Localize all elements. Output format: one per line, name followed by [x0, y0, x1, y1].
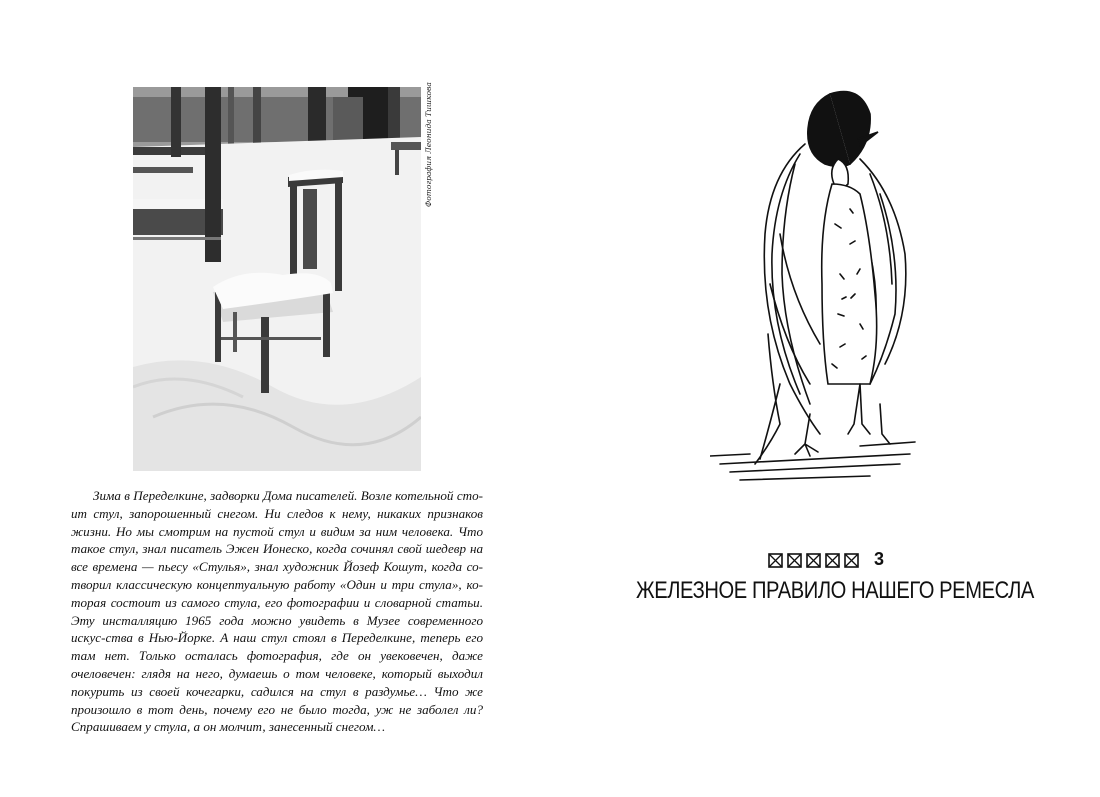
snow-chair-photo [133, 87, 421, 471]
photo-caption-text: Зима в Переделкине, задворки Дома писателей. Возле котельной сто-ит стул, запорошенный снегом. Ни следов к нему, никаких признаков жизни. Но мы смотрим на пустой стул и видим за ним человека. Что такое стул, знал писатель Эжен Ионеско, когда сочинял свой шедевр на все времена — пьесу «Стулья», знал художник Йозеф Кошут, когда со-творил классическую концептуальную работу «Один и три стула», ко-торая состоит из самого стула, его фотографии и словарной статьи. Эту инсталляцию 1965 года можно увидеть в Музее современного искус-ства в Нью-Йорке. А наш стул стоял в Переделкине, теперь его там нет. Только осталась фотография, где он увековечен, даже очеловечен: глядя на него, думаешь о том человеке, который выходил покурить из своей кочегарки, садился на стул в раздумье… Что же произошло в тот день, почему его не было тогда, уж не заболел ли? Спрашиваем у стула, а он молчит, занесенный снегом… [71, 488, 483, 735]
crossed-box-icon [806, 553, 821, 568]
crossed-box-icon [787, 553, 802, 568]
chapter-heading [600, 549, 1050, 573]
crossed-box-icon [825, 553, 840, 568]
chapter-boxes [766, 550, 861, 569]
chapter-number: 3 [874, 549, 885, 569]
ink-illustration [710, 84, 920, 496]
bird-embracing-woman-drawing [710, 84, 920, 496]
crossed-box-icon [768, 553, 783, 568]
photo-credit: Фотография Леонида Тишкова [424, 82, 433, 207]
chapter-title: ЖЕЛЕЗНОЕ ПРАВИЛО НАШЕГО РЕМЕСЛА [636, 577, 1034, 604]
crossed-box-icon [844, 553, 859, 568]
photo-graphic [133, 87, 421, 471]
